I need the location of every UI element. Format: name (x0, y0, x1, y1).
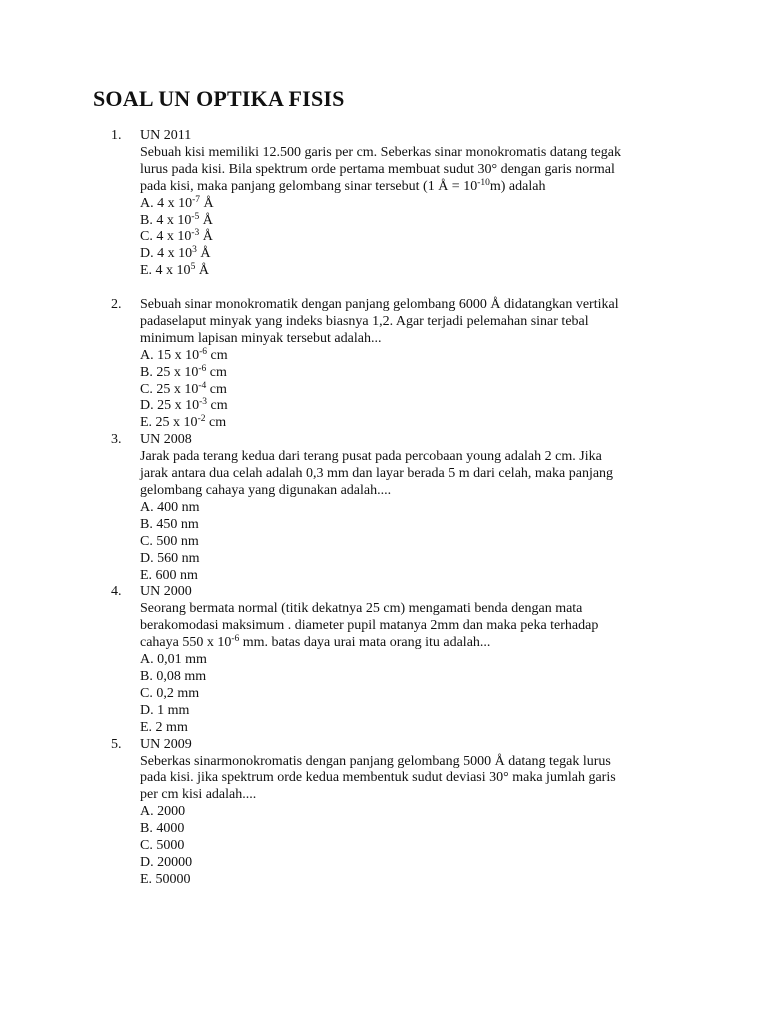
text-run: UN 2011 (140, 128, 192, 143)
question-item (0, 737, 768, 889)
text-run: pada kisi, maka panjang gelombang sinar tersebut (1 Å = 10 (140, 178, 478, 194)
answer-option (140, 415, 700, 432)
exam-year-label (140, 128, 700, 145)
superscript-exponent: -4 (198, 380, 207, 391)
question-text-line (140, 145, 700, 162)
text-run: cm (207, 398, 228, 414)
question-text-line (140, 787, 700, 804)
question-body (140, 297, 700, 432)
text-run: A. 2000 (140, 804, 186, 820)
question-body (140, 128, 700, 280)
question-list (0, 128, 768, 889)
text-run: E. 4 x 10 (140, 263, 191, 279)
question-text-line (140, 483, 700, 500)
question-body (140, 584, 700, 736)
answer-option (140, 804, 700, 821)
answer-option (140, 872, 700, 889)
answer-option (140, 348, 700, 365)
page-title: SOAL UN OPTIKA FISIS (93, 86, 345, 111)
answer-option (140, 821, 700, 838)
answer-option (140, 720, 700, 737)
question-text-line (140, 314, 700, 331)
question-text-line (140, 618, 700, 635)
question-item (0, 128, 768, 280)
text-run: B. 25 x 10 (140, 364, 199, 380)
exam-year-label (140, 737, 700, 754)
answer-option (140, 398, 700, 415)
superscript-exponent: -5 (191, 211, 200, 222)
text-run: Seberkas sinarmonokromatis dengan panjang gelombang 5000 Å datang tegak lurus (140, 753, 611, 769)
text-run: A. 0,01 mm (140, 652, 207, 668)
question-number: 4. (111, 584, 122, 600)
text-run: A. 400 nm (140, 499, 200, 515)
text-run: Sebuah sinar monokromatik dengan panjang gelombang 6000 Å didatangkan vertikal (140, 297, 619, 313)
text-run: gelombang cahaya yang digunakan adalah.... (140, 483, 392, 499)
answer-option (140, 213, 700, 230)
answer-option (140, 382, 700, 399)
text-run: A. 4 x 10 (140, 195, 193, 211)
question-number: 3. (111, 432, 122, 448)
superscript-exponent: -10 (477, 177, 490, 188)
text-run: B. 450 nm (140, 516, 199, 532)
question-text-line (140, 331, 700, 348)
answer-option (140, 246, 700, 263)
text-run: C. 25 x 10 (140, 381, 199, 397)
text-run: cm (206, 381, 227, 397)
question-text-line (140, 449, 700, 466)
text-run: berakomodasi maksimum . diameter pupil matanya 2mm dan maka peka terhadap (140, 618, 599, 634)
superscript-exponent: 5 (190, 262, 196, 273)
question-body (140, 432, 700, 584)
text-run: D. 25 x 10 (140, 398, 200, 414)
superscript-exponent: -7 (192, 194, 201, 205)
text-run: m) adalah (489, 178, 546, 194)
text-run: D. 560 nm (140, 550, 200, 566)
question-text-line (140, 770, 700, 787)
text-run: padaselaput minyak yang indeks biasnya 1,2. Agar terjadi pelemahan sinar tebal (140, 313, 589, 329)
question-body (140, 737, 700, 889)
text-run: Å (199, 212, 213, 228)
answer-option (140, 517, 700, 534)
answer-option (140, 196, 700, 213)
question-text-line (140, 179, 700, 196)
answer-option (140, 365, 700, 382)
text-run: E. 50000 (140, 871, 191, 887)
text-run: D. 4 x 10 (140, 246, 193, 262)
answer-option (140, 500, 700, 517)
text-run: E. 2 mm (140, 719, 188, 735)
question-item (0, 584, 768, 736)
text-run: per cm kisi adalah.... (140, 787, 257, 803)
text-run: B. 4 x 10 (140, 212, 192, 228)
superscript-exponent: 3 (192, 245, 197, 256)
text-run: Jarak pada terang kedua dari terang pusat pada percobaan young adalah 2 cm. Jika (140, 449, 602, 465)
text-run: lurus pada kisi. Bila spektrum orde pertama membuat sudut 30° dengan garis normal (140, 161, 615, 177)
question-text-line (140, 754, 700, 771)
text-run: cahaya 550 x 10 (140, 635, 232, 651)
answer-option (140, 652, 700, 669)
text-run: minimum lapisan minyak tersebut adalah... (140, 330, 382, 346)
superscript-exponent: -3 (191, 228, 200, 239)
text-run: Seorang bermata normal (titik dekatnya 25 cm) mengamati benda dengan mata (140, 601, 583, 617)
answer-option (140, 534, 700, 551)
text-run: D. 20000 (140, 854, 193, 870)
exam-year-label (140, 584, 700, 601)
text-run: mm. batas daya urai mata orang itu adalah... (239, 635, 491, 651)
text-run: Sebuah kisi memiliki 12.500 garis per cm. Seberkas sinar monokromatis datang tegak (140, 144, 621, 160)
question-text-line (140, 162, 700, 179)
superscript-exponent: -3 (199, 397, 208, 408)
text-run: B. 0,08 mm (140, 668, 207, 684)
answer-option (140, 855, 700, 872)
text-run: E. 25 x 10 (140, 415, 198, 431)
question-text-line (140, 297, 700, 314)
text-run: C. 5000 (140, 838, 185, 854)
question-number: 1. (111, 128, 122, 143)
answer-option (140, 263, 700, 280)
answer-option (140, 703, 700, 720)
text-run: C. 500 nm (140, 533, 199, 549)
answer-option (140, 838, 700, 855)
text-run: cm (207, 347, 228, 363)
superscript-exponent: -6 (231, 634, 240, 645)
text-run: E. 600 nm (140, 567, 198, 583)
answer-option (140, 669, 700, 686)
text-run: jarak antara dua celah adalah 0,3 mm dan layar berada 5 m dari celah, maka panjang (140, 466, 614, 482)
question-number: 2. (111, 297, 122, 313)
text-run: A. 15 x 10 (140, 347, 200, 363)
superscript-exponent: -2 (197, 414, 206, 425)
text-run: D. 1 mm (140, 702, 190, 718)
question-text-line (140, 466, 700, 483)
text-run: cm (206, 364, 227, 380)
superscript-exponent: -6 (198, 363, 207, 374)
question-number: 5. (111, 736, 122, 752)
text-run: UN 2009 (140, 736, 192, 752)
question-text-line (140, 601, 700, 618)
text-run: UN 2008 (140, 432, 192, 448)
answer-option (140, 686, 700, 703)
question-item (0, 432, 768, 584)
text-run: Å (200, 195, 214, 211)
superscript-exponent: -6 (199, 346, 208, 357)
text-run: cm (205, 415, 227, 431)
text-run: B. 4000 (140, 821, 185, 837)
answer-option (140, 568, 700, 585)
answer-option (140, 551, 700, 568)
question-item (0, 297, 768, 432)
text-run: Å (196, 246, 211, 262)
text-run: C. 0,2 mm (140, 685, 200, 701)
text-run: C. 4 x 10 (140, 229, 192, 245)
answer-option (140, 229, 700, 246)
text-run: Å (195, 263, 209, 279)
text-run: Å (199, 229, 213, 245)
exam-year-label (140, 432, 700, 449)
text-run: UN 2000 (140, 584, 192, 600)
text-run: pada kisi. jika spektrum orde kedua membentuk sudut deviasi 30° maka jumlah garis (140, 770, 616, 786)
question-text-line (140, 635, 700, 652)
